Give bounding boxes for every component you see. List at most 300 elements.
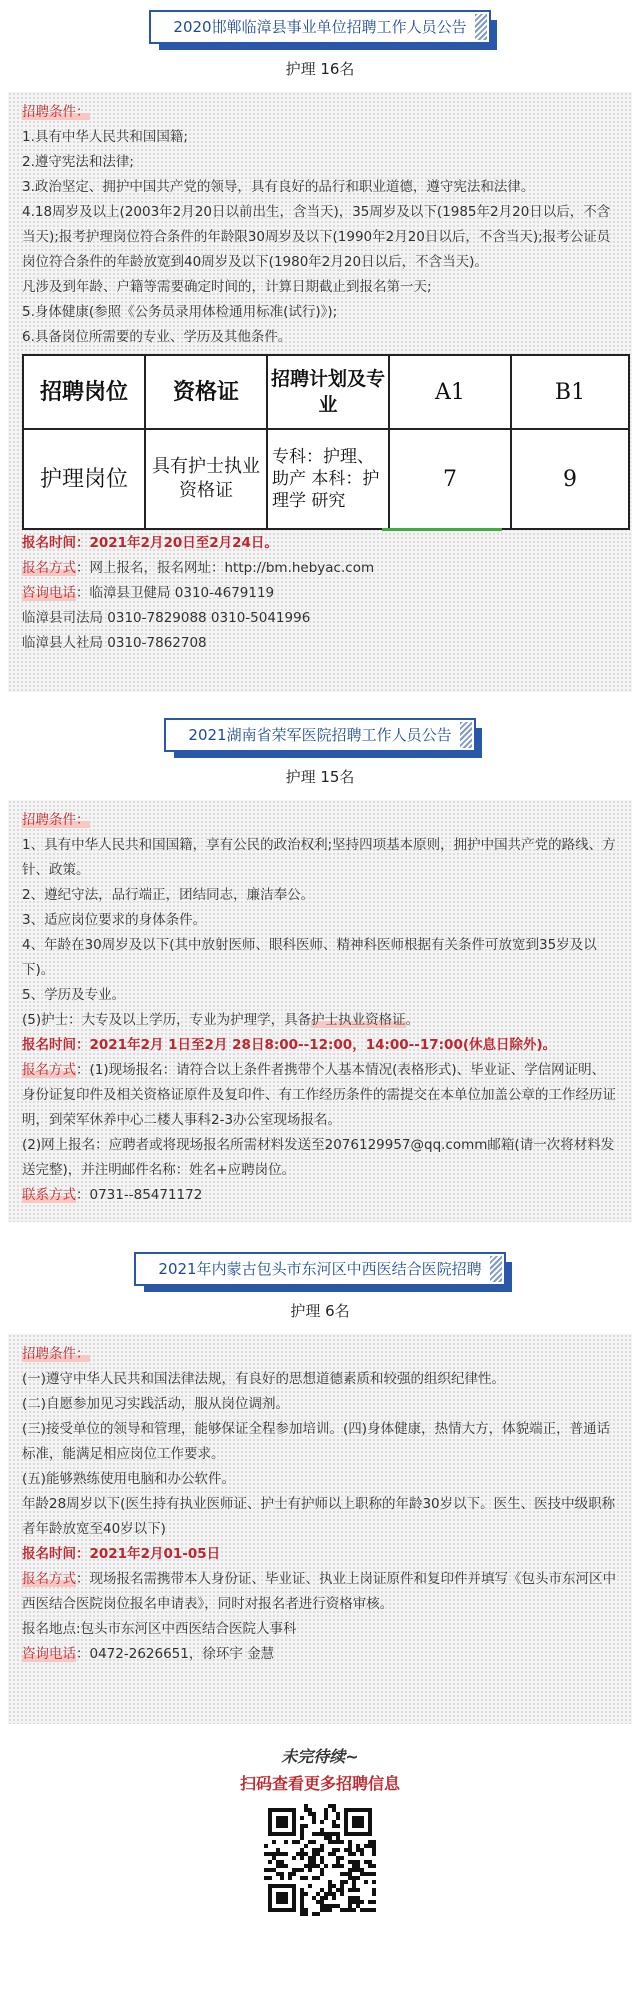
qr-module [312,1896,316,1900]
qr-module [320,1904,324,1908]
qr-module [340,1884,344,1888]
scan-hint: 扫码查看更多招聘信息 [239,1774,400,1793]
qr-module [332,1848,336,1852]
section1-title [149,10,490,44]
qr-module [360,1900,364,1904]
qr-module [372,1888,376,1892]
qr-module [340,1908,344,1912]
s2-nurse-pre: (5)护士：大专及以上学历，专业为护理学，具备 [22,1012,312,1028]
qr-module [324,1808,328,1812]
qr-module [352,1868,356,1872]
s3-time-value: ：2021年2月01-05日 [76,1546,221,1562]
qr-module [372,1852,376,1856]
qr-module [340,1856,344,1860]
qr-module [320,1896,324,1900]
qr-module [304,1876,308,1880]
qr-module [348,1904,352,1908]
qr-module [364,1908,368,1912]
qr-module [328,1908,332,1912]
qr-module [348,1876,352,1880]
qr-module [300,1856,304,1860]
qr-module [328,1840,332,1844]
s3-line-5: 年龄28周岁以下(医生持有执业医师证、护士有护师以上职称的年龄30岁以下。医生、医技中级职称者年龄放宽至40岁以下) [22,1496,616,1537]
qr-module [328,1880,332,1884]
qr-module [336,1812,340,1816]
qr-module [324,1816,328,1820]
qr-module [292,1856,296,1860]
qr-module [332,1884,336,1888]
qr-module [320,1900,324,1904]
qr-module [336,1824,340,1828]
qr-module [300,1824,304,1828]
qr-module [300,1912,304,1916]
s2-line-2: 2、遵纪守法，品行端正，团结同志，廉洁奉公。 [22,887,315,903]
qr-module [332,1804,336,1808]
section3-title-wrap [0,1252,640,1286]
qr-module [352,1852,356,1856]
table-cell-certificate: 具有护士执业资格证 [145,429,267,529]
s3-line-1: (一)遵守中华人民共和国法律法规，有良好的思想道德素质和较强的组织纪律性。 [22,1371,506,1387]
s1-method-value[interactable]: ：网上报名，报名网址：http://bm.hebyac.com [76,560,375,576]
qr-module [360,1852,364,1856]
s3-method-value: ：现场报名需携带本人身份证、毕业证、执业上岗证原件和复印件并填写《包头市东河区中西医结合医院岗位报名申请表》，同时对报名者进行资格审核。 [22,1571,616,1612]
qr-module [328,1836,332,1840]
qr-module [348,1848,352,1852]
qr-module [336,1888,340,1892]
qr-module [332,1864,336,1868]
qr-module [372,1872,376,1876]
qr-module [304,1912,308,1916]
qr-module [320,1908,324,1912]
qr-module [368,1844,372,1848]
s3-method-label: 报名方式 [22,1571,76,1587]
s2-method-line2: (2)网上报名：应聘者或将现场报名所需材料发送至2076129957@qq.comm邮箱(请一次将材料发送完整)，并注明邮件名称：姓名+应聘岗位。 [22,1137,615,1178]
qr-module [304,1864,308,1868]
qr-module [328,1884,332,1888]
qr-module [264,1876,268,1880]
s2-nurse-line [22,1008,618,1033]
qr-module [312,1856,316,1860]
qr-module [276,1852,280,1856]
qr-module [312,1852,316,1856]
qr-module [296,1840,300,1844]
qr-module [336,1904,340,1908]
qr-module [312,1860,316,1864]
qr-module [332,1808,336,1812]
qr-module [320,1856,324,1860]
qr-module [300,1904,304,1908]
s3-place-line: 报名地点:包头市东河区中西医结合医院人事科 [22,1621,297,1637]
qr-module [320,1844,324,1848]
qr-module [288,1872,292,1876]
ending [0,1744,640,1794]
section2-title-wrap [0,718,640,752]
qr-module [276,1872,280,1876]
qr-module [312,1840,316,1844]
qr-module [300,1892,304,1896]
s1-line-7: 6.具备岗位所需要的专业、学历及其他条件。 [22,329,292,345]
qr-module [328,1904,332,1908]
qr-module [368,1872,372,1876]
qr-module [304,1844,308,1848]
qr-module [276,1860,280,1864]
table-header-plan: 招聘计划及专业 [267,355,389,429]
qr-module [356,1864,360,1868]
qr-module [356,1868,360,1872]
qr-module [300,1900,304,1904]
table-cell-major: 专科：护理、助产 本科：护理学 研究 [267,429,389,529]
s1-extra-2: 临漳县人社局 0310-7862708 [22,635,207,651]
qr-module [340,1840,344,1844]
s2-time-value: 2021年2月 1日至2月 28日8:00--12:00，14:00--17:00(休息日除外)。 [89,1037,557,1053]
qr-module [276,1848,280,1852]
qr-module [368,1900,372,1904]
qr-module [304,1808,308,1812]
qr-module [352,1900,356,1904]
table-header-position: 招聘岗位 [23,355,145,429]
qr-module [320,1868,324,1872]
s2-line-4: 4、年龄在30周岁及以下(其中放射医师、眼科医师、精神科医师根据有关条件可放宽到35岁及以下)。 [22,937,597,978]
qr-module [308,1808,312,1812]
qr-module [344,1908,348,1912]
s3-line-2: (二)自愿参加见习实践活动，服从岗位调剂。 [22,1396,290,1412]
qr-code-icon[interactable] [264,1804,376,1916]
qr-module [336,1836,340,1840]
qr-module [316,1832,320,1836]
qr-module [372,1844,376,1848]
qr-code-graphic [264,1804,376,1916]
qr-module [336,1816,340,1820]
qr-module [336,1840,340,1844]
qr-module [316,1892,320,1896]
qr-module [336,1856,340,1860]
section2-subtitle: 护理 15名 [285,768,355,786]
qr-module [316,1852,320,1856]
qr-module [340,1892,344,1896]
qr-module [316,1912,320,1916]
qr-module [264,1844,268,1848]
qr-module [356,1844,360,1848]
s1-consult-label: 咨询电话 [22,585,76,601]
qr-module [352,1888,356,1892]
qr-module [360,1868,364,1872]
qr-module [300,1828,304,1832]
qr-module [328,1832,332,1836]
qr-module [312,1820,316,1824]
section3-title-text: 2021年内蒙古包头市东河区中西医结合医院招聘 [158,1260,482,1278]
qr-module [312,1816,316,1820]
qr-module [328,1852,332,1856]
qr-module [320,1828,324,1832]
table-cell-a1: 7 [389,429,511,529]
section3-panel [8,1334,632,1724]
qr-module [300,1908,304,1912]
s1-line-6: 5.身体健康(参照《公务员录用体检通用标准(试行)》); [22,304,338,320]
qr-module [364,1880,368,1884]
s2-method-value: ：(1)现场报名：请符合以上条件者携带个人基本情况(表格形式)、毕业证、学信网证明、身份证复印件及相关资格证原件及复印件、有工作经历条件的需提交在本单位加盖公章的工作经历证明，到荣军休养中心二楼人事科2-3办公室现场报名。 [22,1062,616,1128]
qr-module [284,1852,288,1856]
qr-module [348,1868,352,1872]
qr-module [308,1812,312,1816]
qr-module [312,1912,316,1916]
qr-module [320,1848,324,1852]
to-be-continued: 未完待续~ [281,1747,359,1766]
qr-module [332,1840,336,1844]
qr-module [324,1896,328,1900]
qr-module [300,1848,304,1852]
qr-module [292,1868,296,1872]
qr-module [288,1876,292,1880]
qr-module [300,1896,304,1900]
s1-line-5: 凡涉及到年龄、户籍等需要确定时间的，计算日期截止到报名第一天; [22,279,432,295]
qr-module [328,1888,332,1892]
s2-contact-label: 联系方式 [22,1187,76,1203]
qr-module [324,1836,328,1840]
qr-module [336,1832,340,1836]
qr-module [296,1868,300,1872]
qr-module [352,1864,356,1868]
qr-module [272,1868,276,1872]
qr-module [372,1848,376,1852]
qr-module [352,1908,356,1912]
s3-time-label: 报名时间 [22,1546,76,1562]
qr-module [332,1820,336,1824]
qr-module [344,1880,348,1884]
table-header-certificate: 资格证 [145,355,267,429]
qr-module [372,1900,376,1904]
qr-module [348,1840,352,1844]
qr-module [372,1864,376,1868]
qr-module [312,1812,316,1816]
s2-line-1: 1、具有中华人民共和国国籍，享有公民的政治权利;坚持四项基本原则，拥护中国共产党的路线、方针、政策。 [22,837,616,878]
qr-module [308,1868,312,1872]
qr-module [320,1832,324,1836]
qr-module [304,1852,308,1856]
qr-module [312,1876,316,1880]
qr-module [324,1812,328,1816]
qr-module [300,1888,304,1892]
qr-module [356,1848,360,1852]
qr-module [340,1888,344,1892]
table-cell-position: 护理岗位 [23,429,145,529]
qr-module [348,1872,352,1876]
qr-module [372,1840,376,1844]
qr-module [304,1824,308,1828]
section1-subtitle: 护理 16名 [285,60,355,78]
qr-module [292,1840,296,1844]
qr-module [352,1860,356,1864]
qr-module [308,1840,312,1844]
qr-module [328,1804,332,1808]
qr-module [268,1868,272,1872]
qr-module [336,1860,340,1864]
qr-module [280,1852,284,1856]
s2-method-label: 报名方式 [22,1062,76,1078]
qr-module [368,1840,372,1844]
qr-module [272,1840,276,1844]
qr-module [320,1888,324,1892]
qr-module [312,1832,316,1836]
qr-module [364,1844,368,1848]
qr-module [312,1864,316,1868]
qr-module [324,1892,328,1896]
qr-module [368,1908,372,1912]
qr-module [300,1876,304,1880]
s1-line-2: 2.遵守宪法和法律; [22,154,134,170]
s1-job-table [22,354,630,530]
qr-module [356,1900,360,1904]
title-stripe-decoration [475,14,487,40]
qr-module [276,1864,280,1868]
qr-module [332,1852,336,1856]
qr-module [280,1860,284,1864]
qr-module [348,1896,352,1900]
qr-module [348,1908,352,1912]
s2-cond-label: 招聘条件： [22,812,90,828]
qr-module [308,1856,312,1860]
section1-title-wrap [0,10,640,44]
qr-module [272,1852,276,1856]
qr-module [284,1840,288,1844]
qr-module [316,1900,320,1904]
qr-module [268,1852,272,1856]
qr-module [300,1868,304,1872]
qr-module [356,1888,360,1892]
qr-module [308,1860,312,1864]
qr-module [372,1908,376,1912]
qr-module [300,1816,304,1820]
qr-module [348,1860,352,1864]
qr-module [336,1864,340,1868]
qr-module [316,1864,320,1868]
table-cell-b1: 9 [511,429,629,529]
qr-module [344,1848,348,1852]
qr-module [280,1872,284,1876]
qr-module [368,1864,372,1868]
qr-module [304,1804,308,1808]
qr-module [320,1872,324,1876]
qr-module [280,1876,284,1880]
qr-module [308,1864,312,1868]
qr-module [368,1860,372,1864]
s2-line-3: 3、适应岗位要求的身体条件。 [22,912,207,928]
section1-panel [8,92,632,692]
section3-title [134,1252,505,1286]
qr-module [300,1836,304,1840]
qr-module [316,1848,320,1852]
qr-module [316,1876,320,1880]
qr-module [328,1892,332,1896]
s2-contact-value: ：0731--85471172 [76,1187,203,1203]
s1-cond-label: 招聘条件： [22,104,90,120]
qr-module [324,1864,328,1868]
qr-module [324,1832,328,1836]
qr-module [268,1860,272,1864]
section2-panel [8,800,632,1222]
title-stripe-decoration [460,722,472,748]
s2-nurse-post: 。 [405,1012,420,1028]
s1-line-3: 3.政治坚定、拥护中国共产党的领导，具有良好的品行和职业道德，遵守宪法和法律。 [22,179,535,195]
qr-module [332,1904,336,1908]
qr-module [364,1860,368,1864]
qr-module [292,1872,296,1876]
qr-module [296,1852,300,1856]
qr-module [356,1860,360,1864]
s3-consult-label: 咨询电话 [22,1646,76,1662]
qr-module [304,1908,308,1912]
qr-module [348,1888,352,1892]
qr-module [356,1896,360,1900]
table-header-b1: B1 [511,355,629,429]
qr-module [332,1896,336,1900]
section2-title-text: 2021湖南省荣军医院招聘工作人员公告 [188,726,452,744]
qr-module [268,1876,272,1880]
qr-module [364,1872,368,1876]
qr-module [360,1848,364,1852]
section2-title [164,718,475,752]
section3-subtitle: 护理 6名 [290,1302,350,1320]
s1-line-4: 4.18周岁及以上(2003年2月20日以前出生，含当天)，35周岁及以下(1985年2月20日以后，不含当天);报考护理岗位符合条件的年龄限30周岁及以下(1990年2月20日以后，不含当天);报考公证员岗位符合条件的年龄放宽到40周岁及以下(1980年2月20日以后，不含当天)。 [22,204,611,270]
s2-line-5: 5、学历及专业。 [22,987,126,1003]
s3-line-3: (三)接受单位的领导和管理，能够保证全程参加培训。(四)身体健康，热情大方，体貌端正，普通话标准，能满足相应岗位工作要求。 [22,1421,611,1462]
qr-module [356,1876,360,1880]
qr-module [284,1864,288,1868]
s1-time-value: 2021年2月20日至2月24日。 [89,535,278,551]
qr-module [264,1868,268,1872]
qr-module [312,1848,316,1852]
table-header-a1: A1 [389,355,511,429]
qr-module [340,1880,344,1884]
qr-module [352,1880,356,1884]
qr-module [320,1820,324,1824]
s1-line-1: 1.具有中华人民共和国国籍; [22,129,188,145]
s1-method-label: 报名方式 [22,560,76,576]
qr-module [304,1892,308,1896]
s3-consult-value: ：0472-2626651，徐环宇 金慧 [76,1646,275,1662]
s3-line-4: (五)能够熟练使用电脑和办公软件。 [22,1471,236,1487]
qr-module [340,1872,344,1876]
qr-module [348,1852,352,1856]
qr-module [340,1864,344,1868]
s2-time-label: 报名时间： [22,1037,90,1053]
qr-module [372,1880,376,1884]
qr-module [332,1892,336,1896]
qr-module [280,1864,284,1868]
qr-module [308,1884,312,1888]
qr-module [356,1904,360,1908]
qr-module [320,1860,324,1864]
title-stripe-decoration [490,1256,502,1282]
qr-module [360,1908,364,1912]
s1-extra-1: 临漳县司法局 0310-7829088 0310-5041996 [22,610,311,626]
s2-nurse-hl: 护士执业资格证 [311,1012,406,1028]
qr-module [332,1832,336,1836]
qr-module [372,1892,376,1896]
s3-cond-label: 招聘条件： [22,1346,90,1362]
qr-module [324,1904,328,1908]
s1-consult-value: ：临漳县卫健局 0310-4679119 [76,585,275,601]
qr-module [300,1832,304,1836]
qr-module [324,1908,328,1912]
qr-module [348,1900,352,1904]
s1-time-label: 报名时间： [22,535,90,551]
qr-module [352,1896,356,1900]
section1-title-text: 2020邯郸临漳县事业单位招聘工作人员公告 [173,18,467,36]
qr-module [332,1824,336,1828]
qr-module [336,1848,340,1852]
qr-module [272,1856,276,1860]
qr-module [348,1844,352,1848]
